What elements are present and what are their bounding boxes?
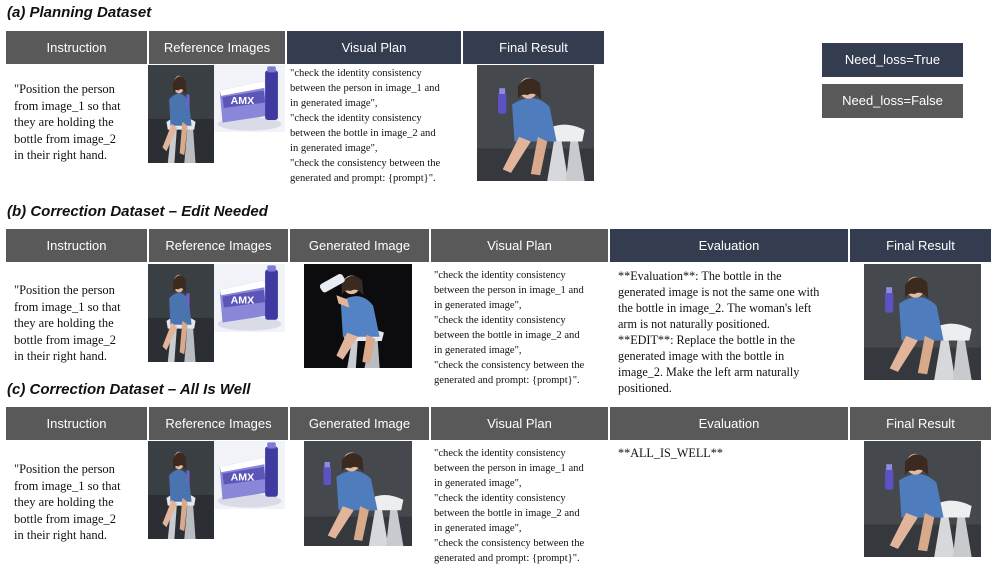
edit-header-instruction: Instruction bbox=[6, 229, 147, 262]
generated-edit-photo-svg bbox=[304, 264, 412, 368]
edit-header-reference-images: Reference Images bbox=[149, 229, 288, 262]
planning-reference-person-image bbox=[148, 65, 214, 163]
result-photo-svg bbox=[477, 65, 594, 181]
edit-header-generated-image: Generated Image bbox=[290, 229, 429, 262]
well-header-reference-images: Reference Images bbox=[149, 407, 288, 440]
all-is-well-section-title: (c) Correction Dataset – All Is Well bbox=[7, 381, 251, 398]
planning-instruction-text: "Position the person from image_1 so that they are holding the bottle from image_2 in their right hand. bbox=[14, 82, 121, 162]
svg-text:AMX: AMX bbox=[230, 96, 255, 107]
edit-reference-person-image bbox=[148, 264, 214, 362]
edit-header-final-result: Final Result bbox=[850, 229, 991, 262]
legend-need-loss-false bbox=[822, 84, 963, 118]
well-generated-image bbox=[304, 441, 412, 546]
edit-header-evaluation: Evaluation bbox=[610, 229, 848, 262]
result-photo-svg bbox=[864, 441, 981, 557]
result-photo-svg bbox=[864, 264, 981, 380]
edit-header-visual-plan: Visual Plan bbox=[431, 229, 608, 262]
bottle-photo-svg bbox=[214, 441, 285, 509]
well-header-final-result: Final Result bbox=[850, 407, 991, 440]
person-photo-svg bbox=[148, 65, 214, 163]
edit-generated-image bbox=[304, 264, 412, 368]
planning-reference-bottle-image bbox=[214, 65, 285, 132]
edit-needed-section-title: (b) Correction Dataset – Edit Needed bbox=[7, 203, 268, 220]
planning-header-instruction: Instruction bbox=[6, 31, 147, 64]
well-instruction-text: "Position the person from image_1 so that they are holding the bottle from image_2 in their right hand. bbox=[14, 462, 121, 542]
well-header-instruction: Instruction bbox=[6, 407, 147, 440]
planning-header-visual-plan: Visual Plan bbox=[287, 31, 461, 64]
well-reference-bottle-image bbox=[214, 441, 285, 509]
planning-section-title: (a) Planning Dataset bbox=[7, 4, 152, 21]
edit-reference-bottle-image bbox=[214, 264, 285, 332]
planning-header-reference-images: Reference Images bbox=[149, 31, 285, 64]
result-photo-svg bbox=[304, 441, 412, 546]
well-header-visual-plan: Visual Plan bbox=[431, 407, 608, 440]
bottle-photo-svg bbox=[214, 264, 285, 332]
well-visual-plan-text: "check the identity consistency between the person in image_1 and in generated image", "check the identity consistency between the bottle in image_2 and in generated image", "check the consistency between the generated and prompt: {prompt}". bbox=[434, 448, 585, 564]
person-photo-svg bbox=[148, 264, 214, 362]
svg-text:AMX: AMX bbox=[230, 295, 255, 307]
edit-visual-plan-text: "check the identity consistency between the person in image_1 and in generated image", "check the identity consistency between the bottle in image_2 and in generated image", "check the consistency between the generated and prompt: {prompt}". bbox=[434, 270, 585, 386]
person-photo-svg bbox=[148, 441, 214, 539]
edit-evaluation-text: **Evaluation**: The bottle in the generated image is not the same one with the bottle in image_2. The woman's left arm is not naturally positioned. **EDIT**: Replace the bottle in the generated image with the bottle in image_2. Make the left arm naturally positioned. bbox=[618, 269, 820, 395]
legend-need-loss-true-label: Need_loss=True bbox=[844, 52, 941, 67]
svg-text:AMX: AMX bbox=[230, 472, 255, 484]
well-final-result-image bbox=[864, 441, 981, 557]
well-header-evaluation: Evaluation bbox=[610, 407, 848, 440]
well-evaluation-text: **ALL_IS_WELL** bbox=[618, 446, 723, 460]
legend-need-loss-false-label: Need_loss=False bbox=[842, 93, 943, 108]
planning-header-final-result: Final Result bbox=[463, 31, 604, 64]
edit-final-result-image bbox=[864, 264, 981, 380]
planning-visual-plan-text: "check the identity consistency between the person in image_1 and in generated image", "check the identity consistency between the bottle in image_2 and in generated image", "check the consistency between the generated and prompt: {prompt}". bbox=[290, 68, 441, 184]
bottle-photo-svg bbox=[214, 65, 285, 132]
edit-instruction-text: "Position the person from image_1 so that they are holding the bottle from image_2 in their right hand. bbox=[14, 283, 121, 363]
well-reference-person-image bbox=[148, 441, 214, 539]
legend-need-loss-true bbox=[822, 43, 963, 77]
well-header-generated-image: Generated Image bbox=[290, 407, 429, 440]
planning-final-result-image bbox=[477, 65, 594, 181]
